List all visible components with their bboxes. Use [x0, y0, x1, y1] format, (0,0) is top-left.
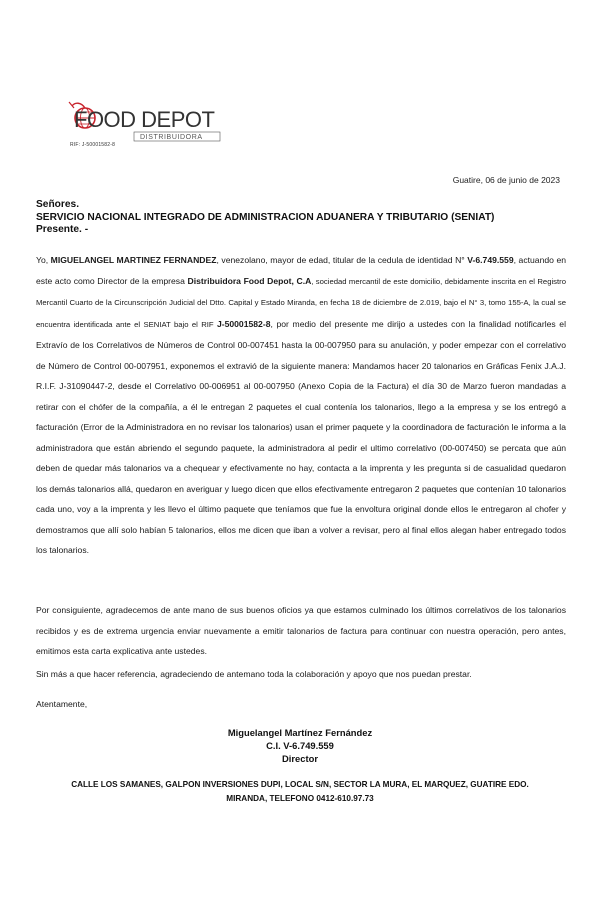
salutation: Señores.: [36, 199, 80, 210]
body-paragraph-3: Sin más a que hacer referencia, agradeciendo de antemano toda la colaboración y apoyo que nos puedan prestar.: [36, 669, 472, 679]
signature-title: Director: [282, 753, 318, 764]
company-name-bold: Distribuidora Food Depot, C.A: [187, 275, 312, 286]
body-paragraph-1: Yo, MIGUELANGEL MARTINEZ FERNANDEZ, venezolano, mayor de edad, titular de la cedula de identidad N° V-6.749.559, actuando en este acto como Director de la empresa Distribuidora Food Depot, C.A, sociedad mercantil de este domicilio, debidamente inscrita en el Registro Mercantil Cuarto de la Circunscripción Judicial del Dtto. Capital y Estado Miranda, en fecha 18 de diciembre de 2.019, bajo el N° 3, tomo 155-A, la cual se encuentra identificada ante el SENIAT bajo el RIF J-50001582-8, por medio del presente me dirijo a ustedes con la finalidad notificarles el Extravío de los Correlativos de Números de Control 00-007451 hasta la 00-007950 para su anulación, y poder empezar con el correlativo de Número de Control 00-007951, exponemos el extravió de la siguiente manera: Mandamos hacer 20 talonarios en Gráficas Fenix J.A.J. R.I.F. J-31090447-2, desde el Correlativo 00-006951 al 00-007950 (Anexo Copia de la Factura) el día 30 de Marzo fueron mandadas a retirar con el chófer de la compañía, a él le entregan 2 paquetes el cual contenía los talonarios, llego a la empresa y se los entregó a facturación (Error de la Administradora en no revisar los talonarios) usan el primer paquete y la coordinadora de facturación le informa a la administradora que están abriendo el segundo paquete, la administradora al pedir el ultimo correlativo (00-007450) se percata que aún deben de quedar más talonarios va a chequear y efectivamente no hay, contacta a la imprenta y les pregunta si de casualidad quedaron los demás talonarios allá, quedaron en averiguar y luego dicen que ellos efectivamente entregaron 2 paquetes que contenían 10 talonarios cada uno, voy a la imprenta y les llevo el último paquete que teníamos que fue la envoltura original donde ellos le entregaron al chofer y demostramos que allí solo habían 5 talonarios, ellos me dicen que iban a volver a revisar, pero al final ellos alegan haber entregado todos los talonarios.: [36, 255, 567, 555]
logo-subtext: DISTRIBUIDORA: [140, 134, 203, 141]
logo-wordmark: FOOD DEPOT: [74, 107, 215, 132]
footer-line-1: CALLE LOS SAMANES, GALPON INVERSIONES DUPI, LOCAL S/N, SECTOR LA MURA, EL MARQUEZ, GUATIRE EDO.: [71, 780, 529, 789]
signature-block: [0, 726, 600, 765]
logo-rif: RIF: J-50001582-8: [70, 142, 116, 148]
signer-name-bold: MIGUELANGEL MARTINEZ FERNANDEZ: [50, 255, 217, 265]
body-paragraph-2: Por consiguiente, agradecemos de ante mano de sus buenos oficios ya que estamos culminado los últimos correlativos de los talonarios recibidos y es de extrema urgencia enviar nuevamente a emitir talonarios de factura para continuar con nuestra operación, pero antes, emitimos esta carta explicativa ante ustedes.: [36, 605, 566, 656]
signature-name: Miguelangel Martínez Fernández: [227, 727, 373, 738]
signature-ci: C.I. V-6.749.559: [266, 740, 334, 751]
presente-line: Presente. -: [36, 224, 89, 235]
addressee-entity: SERVICIO NACIONAL INTEGRADO DE ADMINISTRACION ADUANERA Y TRIBUTARIO (SENIAT): [36, 211, 495, 223]
rif-bold: J-50001582-8: [216, 318, 271, 329]
footer-address: [30, 778, 570, 806]
ci-bold: V-6.749.559: [467, 255, 514, 265]
letter-date: Guatire, 06 de junio de 2023: [452, 175, 560, 185]
closing-line: Atentamente,: [36, 699, 88, 709]
addressee-block: [36, 199, 566, 237]
footer-line-2: MIRANDA, TELEFONO 0412-610.97.73: [226, 794, 374, 803]
